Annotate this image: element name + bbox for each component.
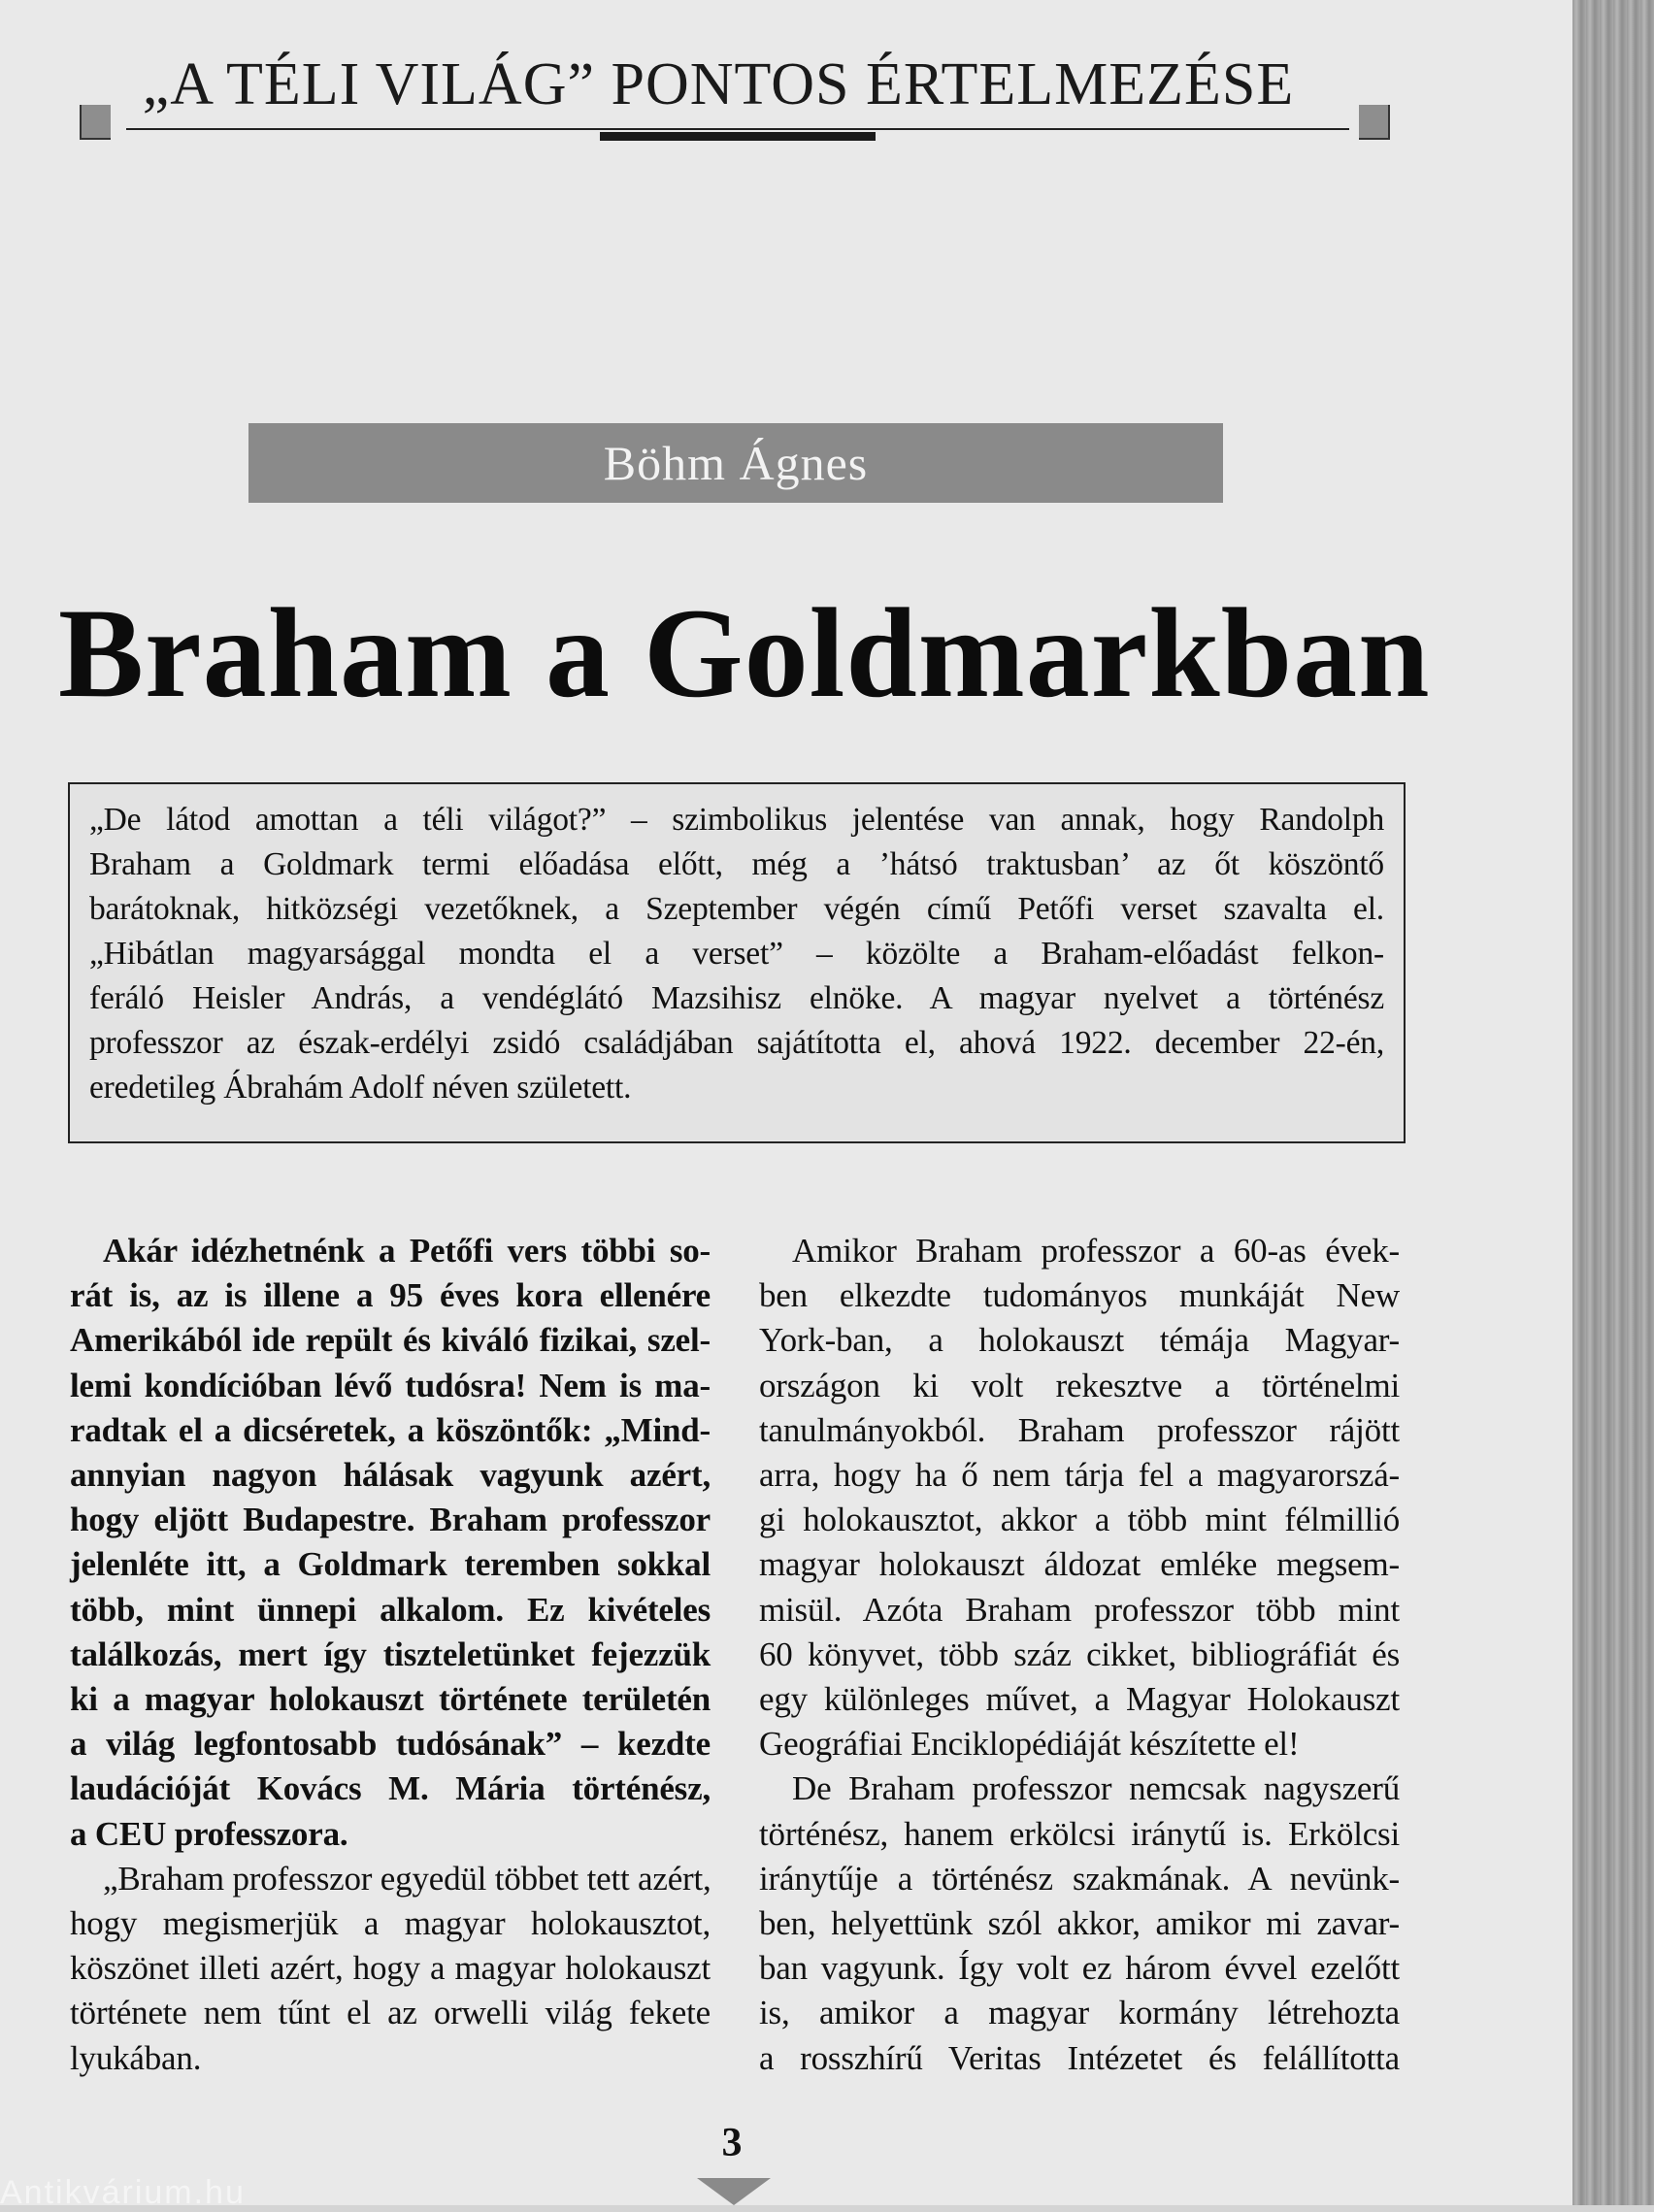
body-line: Amerikából ide repült és kiváló fizikai, szel- [70,1321,711,1360]
author-bar [248,423,1223,503]
header-corner-left [80,105,111,140]
body-line: lyukában. [70,2038,202,2077]
body-line: 60 könyvet, több száz cikket, bibliográfiát és [759,1634,1400,1673]
body-line: arra, hogy ha ő nem tárja fel a magyarorszá- [759,1456,1400,1495]
lead-line: Braham a Goldmark termi előadása előtt, még a ’hátsó traktusban’ az őt köszöntő [89,846,1384,882]
watermark: Antikvárium.hu [0,2174,246,2211]
body-line: rát is, az is illene a 95 éves kora ellenére [70,1276,711,1315]
lead-box [68,782,1406,1143]
body-line: misül. Azóta Braham professzor több mint [759,1590,1400,1629]
lead-line: „De látod amottan a téli világot?” – szimbolikus jelentése van annak, hogy Randolph [89,802,1384,838]
body-line: a világ legfontosabb tudósának” – kezdte [70,1725,711,1764]
header-rule-accent [600,132,876,141]
lead-line: professzor az észak-erdélyi zsidó családjában sajátította el, ahová 1922. december 22-én, [89,1025,1384,1061]
body-line: lemi kondícióban lévő tudósra! Nem is ma- [70,1366,711,1404]
body-line: egy különleges művet, a Magyar Holokauszt [759,1680,1400,1719]
body-line: York-ban, a holokauszt témája Magyar- [759,1321,1400,1360]
book-spine-edge [1572,0,1654,2205]
body-line: gi holokausztot, akkor a több mint félmillió [759,1501,1400,1539]
body-line: országon ki volt rekesztve a történelmi [759,1366,1400,1404]
lead-line: „Hibátlan magyarsággal mondta el a verset” – közölte a Braham-előadást felkon- [89,936,1384,972]
body-line: is, amikor a magyar kormány létrehozta [759,1994,1400,2032]
lead-line: feráló Heisler András, a vendéglátó Mazsihisz elnöke. A magyar nyelvet a történész [89,980,1384,1016]
left-column [70,1229,711,2081]
body-line: a rosszhírű Veritas Intézetet és felállította [759,2038,1400,2077]
body-line: Geográfiai Enciklopédiáját készítette el! [759,1725,1300,1764]
body-line: ki a magyar holokauszt története területén [70,1680,711,1719]
header-rule [126,128,1349,130]
body-line: története nem tűnt el az orwelli világ fekete [70,1994,711,2032]
body-line: hogy megismerjük a magyar holokausztot, [70,1904,711,1943]
section-header-title: „A TÉLI VILÁG” PONTOS ÉRTELMEZÉSE [142,51,1295,117]
body-line: a CEU professzora. [70,1814,348,1853]
body-line: Akár idézhetnénk a Petőfi vers többi so- [103,1232,711,1270]
body-line: ben elkezdte tudományos munkáját New [759,1276,1400,1315]
lead-line: barátoknak, hitközségi vezetőknek, a Szeptember végén című Petőfi verset szavalta el. [89,891,1384,927]
body-line: történész, hanem erkölcsi iránytű is. Erkölcsi [759,1814,1400,1853]
article-title: Braham a Goldmarkban [58,581,1431,724]
author-name: Böhm Ágnes [603,436,869,490]
body-line: De Braham professzor nemcsak nagyszerű [792,1769,1400,1808]
body-line: hogy eljött Budapestre. Braham professzor [70,1501,711,1539]
body-line: „Braham professzor egyedül többet tett azért, [103,1859,711,1898]
page-arrow-icon [697,2178,771,2205]
body-line: radtak el a dicséretek, a köszöntők: „Mind- [70,1410,711,1449]
body-line: ben, helyettünk szól akkor, amikor mi zavar- [759,1904,1400,1943]
right-column [759,1229,1400,2081]
body-line: iránytűje a történész szakmának. A nevünk- [759,1859,1400,1898]
body-line: jelenléte itt, a Goldmark teremben sokkal [70,1545,711,1584]
body-line: laudációját Kovács M. Mária történész, [70,1769,711,1808]
page-number: 3 [721,2121,743,2165]
body-line: magyar holokauszt áldozat emléke megsem- [759,1545,1400,1584]
body-line: Amikor Braham professzor a 60-as évek- [792,1232,1400,1270]
body-line: találkozás, mert így tiszteletünket fejezzük [70,1634,711,1673]
body-line: több, mint ünnepi alkalom. Ez kivételes [70,1590,711,1629]
body-line: annyian nagyon hálásak vagyunk azért, [70,1456,711,1495]
body-line: köszönet illeti azért, hogy a magyar holokauszt [70,1949,711,1988]
lead-line: eredetileg Ábrahám Adolf néven született. [89,1070,632,1106]
body-line: ban vagyunk. Így volt ez három évvel ezelőtt [759,1949,1400,1988]
header-corner-right [1359,105,1390,140]
body-line: tanulmányokból. Braham professzor rájött [759,1410,1400,1449]
